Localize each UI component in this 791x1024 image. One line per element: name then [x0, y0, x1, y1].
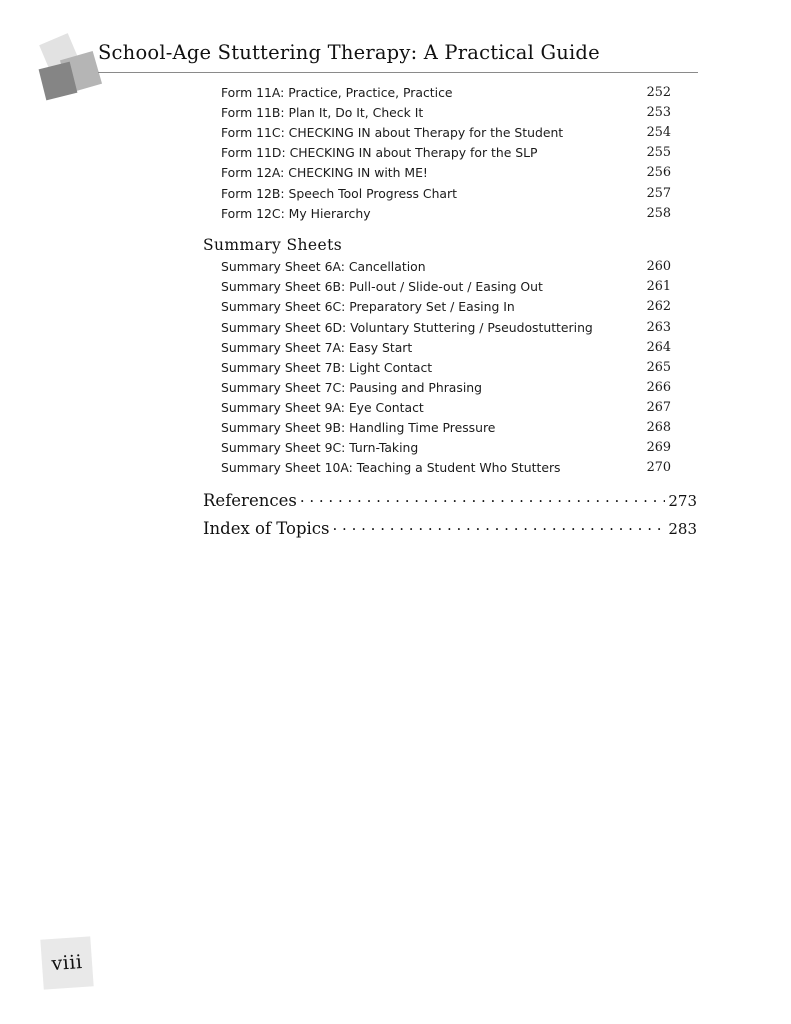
- toc-entry-page: 257: [646, 186, 671, 201]
- page-folio: [42, 938, 98, 994]
- header-divider: [98, 72, 698, 73]
- toc-row-form-11b[interactable]: [221, 105, 671, 125]
- page-header: [0, 0, 791, 86]
- toc-row-form-11a[interactable]: [221, 85, 671, 105]
- toc-entry-label: Summary Sheet 6C: Preparatory Set / Easing In: [221, 299, 515, 314]
- toc-entry-page: 266: [646, 380, 671, 395]
- toc-row-summary-9c[interactable]: [221, 440, 671, 460]
- toc-entry-label: Form 12B: Speech Tool Progress Chart: [221, 186, 457, 201]
- toc-entry-label: Summary Sheet 7A: Easy Start: [221, 340, 413, 355]
- toc-row-form-11d[interactable]: [221, 145, 671, 165]
- toc-row-form-11c[interactable]: [221, 125, 671, 145]
- toc-row-summary-9a[interactable]: [221, 400, 671, 420]
- toc-entry-label: Form 11C: CHECKING IN about Therapy for the Student: [221, 125, 564, 140]
- toc-row-summary-6d[interactable]: [221, 320, 671, 340]
- toc-row-summary-6a[interactable]: [221, 259, 671, 279]
- toc-row-references[interactable]: [203, 489, 697, 513]
- toc-entry-page: 258: [646, 206, 671, 221]
- toc-row-summary-7b[interactable]: [221, 360, 671, 380]
- toc-entry-page: 263: [646, 320, 671, 335]
- toc-entry-page: 267: [646, 400, 671, 415]
- toc-entry-label: Summary Sheet 6A: Cancellation: [221, 259, 426, 274]
- toc-entry-page: 268: [646, 420, 671, 435]
- toc-entry-label: Summary Sheet 7B: Light Contact: [221, 360, 433, 375]
- toc-entry-label: Form 12C: My Hierarchy: [221, 206, 371, 221]
- toc-entry-label: Form 11B: Plan It, Do It, Check It: [221, 105, 424, 120]
- toc-row-summary-6c[interactable]: [221, 299, 671, 319]
- toc-entry-page: 265: [646, 360, 671, 375]
- toc-row-summary-10a[interactable]: [221, 460, 671, 480]
- toc-entry-label: Summary Sheet 6D: Voluntary Stuttering / Pseudostuttering: [221, 320, 593, 335]
- toc-entry-label: Summary Sheet 9B: Handling Time Pressure: [221, 420, 496, 435]
- toc-entry-label: Form 12A: CHECKING IN with ME!: [221, 165, 428, 180]
- toc-entry-page: 261: [646, 279, 671, 294]
- toc-row-form-12c[interactable]: [221, 206, 671, 226]
- toc-entry-label: Summary Sheet 10A: Teaching a Student Who Stutters: [221, 460, 561, 475]
- page-title: School-Age Stuttering Therapy: A Practical Guide: [98, 41, 600, 64]
- dot-leader: [333, 517, 666, 534]
- toc-entry-label: Index of Topics: [203, 518, 330, 538]
- toc-entry-page: 283: [668, 519, 697, 538]
- toc-row-summary-6b[interactable]: [221, 279, 671, 299]
- toc-entry-page: 253: [646, 105, 671, 120]
- toc-entry-label: Summary Sheet 9C: Turn-Taking: [221, 440, 419, 455]
- toc-entry-page: 273: [668, 491, 697, 510]
- toc-entry-page: 260: [646, 259, 671, 274]
- toc-entry-page: 262: [646, 299, 671, 314]
- toc-entry-label: Summary Sheet 6B: Pull-out / Slide-out / Easing Out: [221, 279, 543, 294]
- toc-row-form-12b[interactable]: [221, 186, 671, 206]
- toc-entry-page: 255: [646, 145, 671, 160]
- toc-entry-page: 256: [646, 165, 671, 180]
- toc-row-index-of-topics[interactable]: [203, 517, 697, 541]
- toc-entry-label: Form 11A: Practice, Practice, Practice: [221, 85, 453, 100]
- dot-leader: [300, 489, 666, 506]
- toc-entry-label: Summary Sheet 9A: Eye Contact: [221, 400, 424, 415]
- toc-entry-page: 264: [646, 340, 671, 355]
- folio-page-number: viii: [50, 950, 84, 976]
- toc-entry-label: Form 11D: CHECKING IN about Therapy for the SLP: [221, 145, 538, 160]
- toc-entry-page: 252: [646, 85, 671, 100]
- toc-entry-label: References: [203, 490, 297, 510]
- toc-entry-page: 269: [646, 440, 671, 455]
- toc-entry-label: Summary Sheet 7C: Pausing and Phrasing: [221, 380, 483, 395]
- toc-row-form-12a[interactable]: [221, 165, 671, 185]
- toc-entry-page: 254: [646, 125, 671, 140]
- section-heading-summary-sheets: Summary Sheets: [203, 236, 343, 254]
- toc-row-summary-7c[interactable]: [221, 380, 671, 400]
- toc-row-summary-9b[interactable]: [221, 420, 671, 440]
- toc-entry-page: 270: [646, 460, 671, 475]
- toc-row-summary-7a[interactable]: [221, 340, 671, 360]
